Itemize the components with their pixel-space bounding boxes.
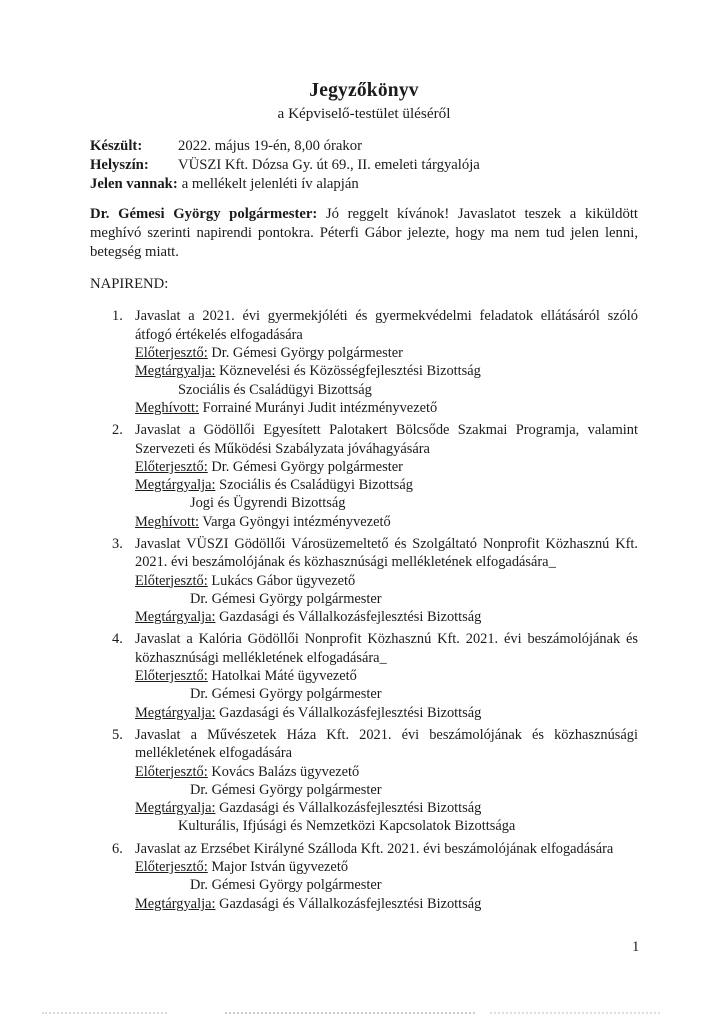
agenda-item-body (135, 726, 638, 836)
agenda-line-text: Forrainé Murányi Judit intézményvezető (202, 399, 438, 416)
agenda-line-label: Előterjesztő: (135, 859, 208, 876)
agenda-line-text: Lukács Gábor ügyvezető (211, 572, 356, 589)
agenda-item (90, 630, 638, 721)
agenda-line-label: Előterjesztő: (135, 668, 208, 685)
agenda-item (90, 840, 638, 913)
agenda-item-number: 5. (112, 726, 123, 743)
scan-artifact-line (225, 1012, 475, 1014)
agenda-line-text: Dr. Gémesi György polgármester (211, 458, 403, 475)
agenda-list (90, 307, 638, 913)
scan-artifact-line (42, 1012, 167, 1014)
page-subtitle: a Képviselő-testület üléséről (277, 105, 451, 122)
agenda-line-text: Szociális és Családügyi Bizottság (178, 381, 372, 398)
meta-label: Jelen vannak: (90, 176, 178, 193)
agenda-line-label: Megtárgyalja: (135, 800, 216, 817)
agenda-line-label: Meghívott: (135, 399, 199, 416)
agenda-heading: NAPIREND: (90, 276, 169, 293)
scan-artifact-line (490, 1012, 660, 1014)
agenda-line (135, 799, 638, 817)
page-number: 1 (632, 939, 640, 955)
agenda-item-title: Javaslat az Erzsébet Királyné Szálloda Kft. 2021. évi beszámolójának elfogadására (135, 840, 614, 857)
agenda-item-title: Javaslat a Gödöllői Egyesített Palotakert Bölcsőde Szakmai Programja, valamint Szervezeti és Működési Szabályzata jóváhagyására (135, 422, 638, 457)
agenda-line (135, 876, 638, 894)
agenda-line-text: Gazdasági és Vállalkozásfejlesztési Bizottság (219, 800, 482, 817)
agenda-item-body (135, 840, 638, 913)
intro-text: Jó reggelt kívánok! Javaslatot teszek a kiküldött meghívó szerinti napirendi pontokra. Péterfi Gábor jelezte, hogy ma nem tud jelen lenni, betegség miatt. (90, 205, 638, 261)
agenda-line (135, 344, 638, 362)
agenda-line-label: Előterjesztő: (135, 458, 208, 475)
agenda-line-text: Kovács Balázs ügyvezető (211, 763, 360, 780)
agenda-line (135, 685, 638, 703)
agenda-line-label: Meghívott: (135, 513, 199, 530)
agenda-line (135, 817, 638, 835)
meta-value: 2022. május 19-én, 8,00 órakor (178, 138, 362, 154)
agenda-line-label: Előterjesztő: (135, 345, 208, 362)
agenda-line-text: Jogi és Ügyrendi Bizottság (190, 495, 346, 512)
agenda-item (90, 726, 638, 836)
meta-block (90, 137, 638, 195)
agenda-line-text: Gazdasági és Vállalkozásfejlesztési Bizottság (219, 895, 482, 912)
agenda-line-text: Dr. Gémesi György polgármester (190, 686, 382, 703)
agenda-line (135, 458, 638, 476)
agenda-line (135, 399, 638, 417)
agenda-line-label: Megtárgyalja: (135, 477, 216, 494)
agenda-line-text: Szociális és Családügyi Bizottság (219, 477, 413, 494)
agenda-item (90, 421, 638, 531)
agenda-line-label: Megtárgyalja: (135, 363, 216, 380)
agenda-line-text: Major István ügyvezető (211, 859, 349, 876)
agenda-line-label: Előterjesztő: (135, 763, 208, 780)
agenda-line (135, 362, 638, 380)
agenda-item-number: 2. (112, 422, 123, 439)
agenda-line (135, 895, 638, 913)
agenda-item-number: 3. (112, 535, 123, 552)
agenda-line-text: Dr. Gémesi György polgármester (190, 877, 382, 894)
agenda-line (135, 781, 638, 799)
agenda-item-number: 1. (112, 308, 123, 325)
agenda-line (135, 858, 638, 876)
agenda-line (135, 667, 638, 685)
meta-row (90, 137, 638, 156)
agenda-line-text: Kulturális, Ifjúsági és Nemzetközi Kapcsolatok Bizottsága (178, 818, 516, 835)
agenda-line (135, 763, 638, 781)
meta-value: a mellékelt jelenléti ív alapján (181, 176, 359, 193)
agenda-line-text: Gazdasági és Vállalkozásfejlesztési Bizottság (219, 609, 482, 626)
speaker-name: Dr. Gémesi György polgármester: (90, 205, 318, 222)
agenda-item (90, 535, 638, 626)
agenda-line (135, 513, 638, 531)
agenda-line-text: Dr. Gémesi György polgármester (211, 345, 403, 362)
agenda-item-number: 4. (112, 631, 123, 648)
agenda-line-text: Dr. Gémesi György polgármester (190, 781, 382, 798)
agenda-item-body (135, 630, 638, 721)
agenda-line (135, 608, 638, 626)
agenda-line (135, 381, 638, 399)
agenda-line (135, 494, 638, 512)
agenda-item-number: 6. (112, 840, 123, 857)
meta-label: Helyszín: (90, 157, 149, 174)
agenda-item-body (135, 535, 638, 626)
agenda-item-title: Javaslat VÜSZI Gödöllői Városüzemeltető és Szolgáltató Nonprofit Közhasznú Kft. 2021. évi beszámolójának és közhasznúsági mellékletének elfogadására_ (135, 535, 638, 571)
agenda-item-title: Javaslat a Kalória Gödöllői Nonprofit Közhasznú Kft. 2021. évi beszámolójának és közhasznúsági mellékletének elfogadására_ (135, 631, 638, 666)
document-content (90, 78, 638, 913)
agenda-item-body (135, 307, 638, 417)
meta-row (90, 175, 638, 194)
agenda-item-body (135, 421, 638, 531)
agenda-line-text: Köznevelési és Közösségfejlesztési Bizottság (219, 363, 481, 380)
agenda-item (90, 307, 638, 417)
intro-paragraph (90, 205, 638, 263)
agenda-line (135, 476, 638, 494)
agenda-line (135, 590, 638, 608)
agenda-line-label: Megtárgyalja: (135, 895, 216, 912)
agenda-line-text: Gazdasági és Vállalkozásfejlesztési Bizottság (219, 704, 482, 721)
agenda-line-text: Hatolkai Máté ügyvezető (211, 668, 357, 685)
page-title: Jegyzőkönyv (309, 80, 419, 101)
agenda-line-label: Előterjesztő: (135, 572, 208, 589)
meta-label: Készült: (90, 138, 143, 154)
agenda-line-text: Varga Gyöngyi intézményvezető (202, 513, 391, 530)
agenda-line (135, 704, 638, 722)
agenda-line-label: Megtárgyalja: (135, 704, 216, 721)
agenda-item-title: Javaslat a Művészetek Háza Kft. 2021. évi beszámolójának és közhasznúsági mellékletének elfogadására (135, 726, 638, 762)
agenda-line-label: Megtárgyalja: (135, 609, 216, 626)
agenda-line-text: Dr. Gémesi György polgármester (190, 590, 382, 607)
meta-value: VÜSZI Kft. Dózsa Gy. út 69., II. emeleti tárgyalója (178, 157, 480, 174)
meta-row (90, 156, 638, 175)
agenda-item-title: Javaslat a 2021. évi gyermekjóléti és gyermekvédelmi feladatok ellátásáról szóló átfogó értékelés elfogadására (135, 308, 638, 343)
agenda-line (135, 572, 638, 590)
